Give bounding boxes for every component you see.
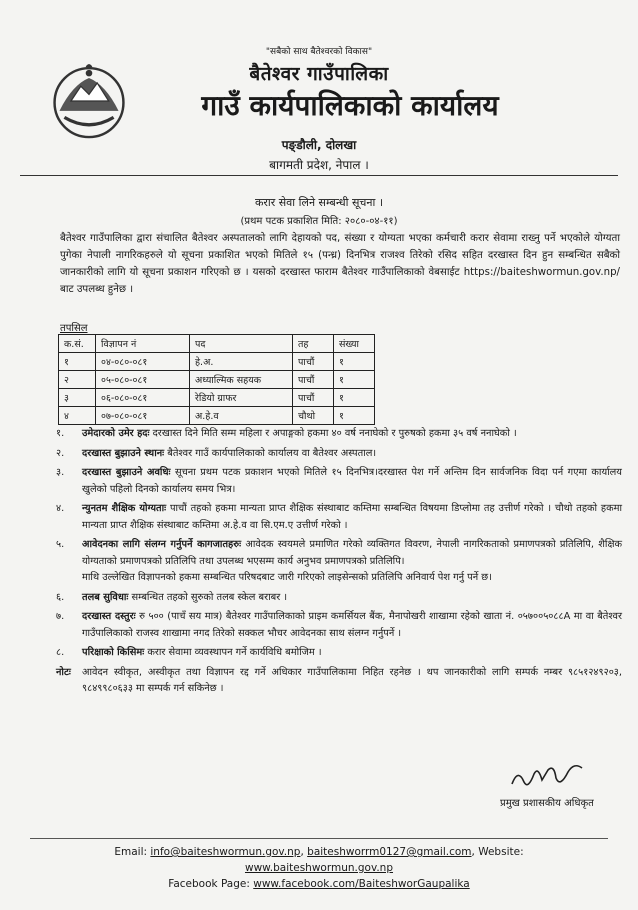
cell-sn: ४ bbox=[59, 407, 96, 425]
condition-item bbox=[56, 501, 622, 534]
table-caption: तपसिल bbox=[60, 323, 88, 334]
col-header-sn: क.सं. bbox=[59, 335, 96, 353]
footer-website-link[interactable]: www.baiteshwormun.gov.np bbox=[244, 862, 394, 874]
condition-number: ७. bbox=[56, 611, 65, 622]
condition-number: ३. bbox=[56, 467, 65, 478]
cell-count: १ bbox=[334, 407, 375, 425]
intro-text: बैतेश्वर गाउँपालिका द्वारा संचालित बैतेश्वर अस्पतालको लागि देहायको पद, संख्या र योग्यता भएका कर्मचारी करार सेवामा राख्नु पर्ने भएकोले योग्यता पुगेका नेपाली नागरिकहरुले यो सूचना प्रकाशित भएको मितिले १५ (पन्ध्र) दिनभित्र राजश्व तिरेको रसिद सहित दरखास्त दिन हुन सम्बन्धित सबैको जानकारीको लागि यो सूचना प्रकाशन गरिएको छ । यसको दरखास्त फाराम बैतेश्वर गाउँपालिकाको वेबसाईट bbox=[60, 233, 620, 278]
condition-item bbox=[56, 465, 622, 498]
municipality-name: बैतेश्वर गाउँपालिका bbox=[249, 63, 389, 85]
cell-level: चौथो bbox=[293, 407, 334, 425]
signature-icon bbox=[508, 760, 588, 794]
cell-ad-no: ०७-०८०-०८१ bbox=[96, 407, 190, 425]
office-name: गाउँ कार्यपालिकाको कार्यालय bbox=[201, 89, 499, 122]
condition-number: ८. bbox=[56, 647, 65, 658]
table-row bbox=[59, 371, 375, 389]
footer-contact bbox=[0, 846, 638, 858]
condition-text: रु ५०० (पाचँ सय मात्र) बैतेश्वर गाउँपालिकाको प्राइम कमर्सियल बैंक, मैनापोखरी शाखामा रहेको खाता नं. ०५७००५०८८A मा वा बैतेश्वर गाउँपालिकाको राजस्व शाखामा नगद तिरेको सक्कल भौचर आवेदनका साथ संलग्न गर्नुपर्ने । bbox=[82, 611, 622, 639]
cell-sn: १ bbox=[59, 353, 96, 371]
condition-item bbox=[56, 609, 622, 642]
office-province: बागमती प्रदेश, नेपाल । bbox=[269, 158, 369, 172]
email-label: Email: bbox=[114, 846, 148, 858]
cell-post: अ.हे.व bbox=[190, 407, 293, 425]
condition-label: न्युनतम शैक्षिक योग्यताः bbox=[82, 503, 167, 514]
cell-ad-no: ०५-०८०-०८१ bbox=[96, 371, 190, 389]
cell-post: रेडियो ग्राफर bbox=[190, 389, 293, 407]
notice-title: करार सेवा लिने सम्बन्धी सूचना । bbox=[254, 196, 384, 209]
condition-number: २. bbox=[56, 447, 65, 459]
condition-extra-text: माथि उल्लेखित विज्ञापनको हकमा सम्बन्धित परिषदबाट जारी गरिएको लाइसेन्सको प्रतिलिपि अनिवार्य पेश गर्नु पर्ने छ। bbox=[82, 572, 492, 583]
table-row bbox=[59, 353, 375, 371]
cell-post: अध्याल्मिक सहयक bbox=[190, 371, 293, 389]
note-item bbox=[56, 665, 622, 698]
footer-website bbox=[0, 862, 638, 874]
col-header-post: पद bbox=[190, 335, 293, 353]
motto: "सबैको साथ बैतेश्वरको विकास" bbox=[265, 47, 373, 57]
condition-number: ५. bbox=[56, 539, 65, 550]
email-separator: , bbox=[300, 846, 304, 858]
footer-facebook bbox=[0, 878, 638, 890]
condition-item bbox=[56, 446, 622, 463]
facebook-label: Facebook Page: bbox=[168, 878, 250, 890]
website-link[interactable]: https://baiteshwormun.gov.np/ bbox=[463, 267, 620, 278]
cell-level: पाचौं bbox=[293, 371, 334, 389]
col-header-level: तह bbox=[293, 335, 334, 353]
table-row bbox=[59, 407, 375, 425]
condition-label: दरखास्त दस्तुरः bbox=[82, 611, 136, 622]
condition-text: बैतेश्वर गाउँ कार्यपालिकाको कार्यालय वा बैतेश्वर अस्पताल। bbox=[167, 447, 377, 459]
footer-divider bbox=[30, 838, 608, 839]
condition-text: पाचौं तहको हकमा मान्यता प्राप्त शैक्षिक संस्थाबाट कम्तिमा सम्बन्धित विषयमा डिप्लोमा तह उत्तीर्ण गरेको । चौथो तहको हकमा मान्यता प्राप्त शैक्षिक संस्थाबाट कम्तिमा अ.हे.व वा सि.एम.ए उत्तीर्ण गरेको । bbox=[82, 503, 622, 531]
condition-label: आवेदनका लागि संलग्न गर्नुपर्ने कागजातहरुः bbox=[82, 539, 242, 550]
condition-text: करार सेवामा व्यवस्थापन गर्ने कार्यविधि बमोजिम । bbox=[147, 647, 322, 658]
cell-count: १ bbox=[334, 353, 375, 371]
condition-item bbox=[56, 590, 622, 607]
intro-text-end: बाट उपलब्ध हुनेछ । bbox=[60, 284, 134, 295]
cell-post: हे.अ. bbox=[190, 353, 293, 371]
condition-text: दरखास्त दिने मिति सम्म महिला र अपाङ्गको हकमा ४० वर्ष ननाघेको र पुरुषको हकमा ३५ वर्ष ननाघेको । bbox=[152, 428, 517, 439]
note-text: आवेदन स्वीकृत, अस्वीकृत तथा विज्ञापन रद्द गर्ने अधिकार गाउँपालिकामा निहित रहनेछ । थप जानकारीको लागि सम्पर्क नम्बर ९८५१२४९२०३, ९८४९९८०६३३ मा सम्पर्क गर्न सकिनेछ । bbox=[82, 666, 622, 694]
condition-label: दरखास्त बुझाउने स्थानः bbox=[82, 447, 165, 459]
cell-sn: २ bbox=[59, 371, 96, 389]
website-label: , Website: bbox=[471, 846, 524, 858]
condition-number: ६. bbox=[56, 591, 65, 603]
table-row bbox=[59, 389, 375, 407]
condition-label: दरखास्त बुझाउने अवधिः bbox=[82, 467, 171, 478]
conditions-list bbox=[56, 426, 622, 701]
cell-sn: ३ bbox=[59, 389, 96, 407]
condition-text: सूचना प्रथम पटक प्रकाशन भएको मितिले १५ दिनभित्र।दरखास्त पेश गर्ने अन्तिम दिन सार्वजनिक विदा पर्न गएमा कार्यालय खुलेको पहिलो दिनको कार्यालय समय भित्र। bbox=[82, 467, 622, 495]
condition-item bbox=[56, 537, 622, 587]
header-divider bbox=[20, 175, 618, 176]
col-header-count: संख्या bbox=[334, 335, 375, 353]
note-label: नोटः bbox=[56, 666, 71, 678]
condition-label: तलब सुविधाः bbox=[82, 591, 129, 603]
cell-count: १ bbox=[334, 389, 375, 407]
cell-count: १ bbox=[334, 371, 375, 389]
cell-ad-no: ०६-०८०-०८१ bbox=[96, 389, 190, 407]
condition-text: सम्बन्धित तहको सुरुको तलब स्केल बराबर । bbox=[131, 591, 288, 603]
condition-text: आवेदक स्वयमले प्रमाणित गरेको व्यक्तिगत विवरण, नेपाली नागरिकताको प्रमाणपत्रको प्रतिलिपि, शैक्षिक योग्यताको प्रमाणपत्रको प्रतिलिपि तथा उपलब्ध भएसम्म कार्य अनुभव प्रमाणपत्रको प्रतिलिपि। bbox=[82, 539, 622, 567]
cell-ad-no: ०४-०८०-०८१ bbox=[96, 353, 190, 371]
cell-level: पाचौं bbox=[293, 353, 334, 371]
email-link-info[interactable]: info@baiteshwormun.gov.np bbox=[150, 846, 301, 858]
cell-level: पाचौं bbox=[293, 389, 334, 407]
condition-number: ४. bbox=[56, 503, 65, 514]
condition-item bbox=[56, 426, 622, 443]
condition-label: परिक्षाको किसिमः bbox=[82, 647, 145, 658]
notice-intro bbox=[60, 230, 620, 298]
condition-number: १. bbox=[56, 428, 65, 439]
col-header-ad-no: विज्ञापन नं bbox=[96, 335, 190, 353]
notice-date: (प्रथम पटक प्रकाशित मिति: २०८०-०४-११) bbox=[240, 216, 398, 227]
signatory-title: प्रमुख प्रशासकीय अधिकृत bbox=[500, 798, 594, 809]
email-link-gmail[interactable]: baiteshworrm0127@gmail.com bbox=[307, 846, 472, 858]
table-header-row bbox=[59, 335, 375, 353]
condition-item bbox=[56, 645, 622, 662]
posts-table bbox=[58, 334, 375, 425]
facebook-link[interactable]: www.facebook.com/BaiteshworGaupalika bbox=[253, 878, 470, 890]
condition-label: उमेदारको उमेर हदः bbox=[82, 428, 150, 439]
office-location: पङ्डौली, दोलखा bbox=[281, 138, 357, 152]
